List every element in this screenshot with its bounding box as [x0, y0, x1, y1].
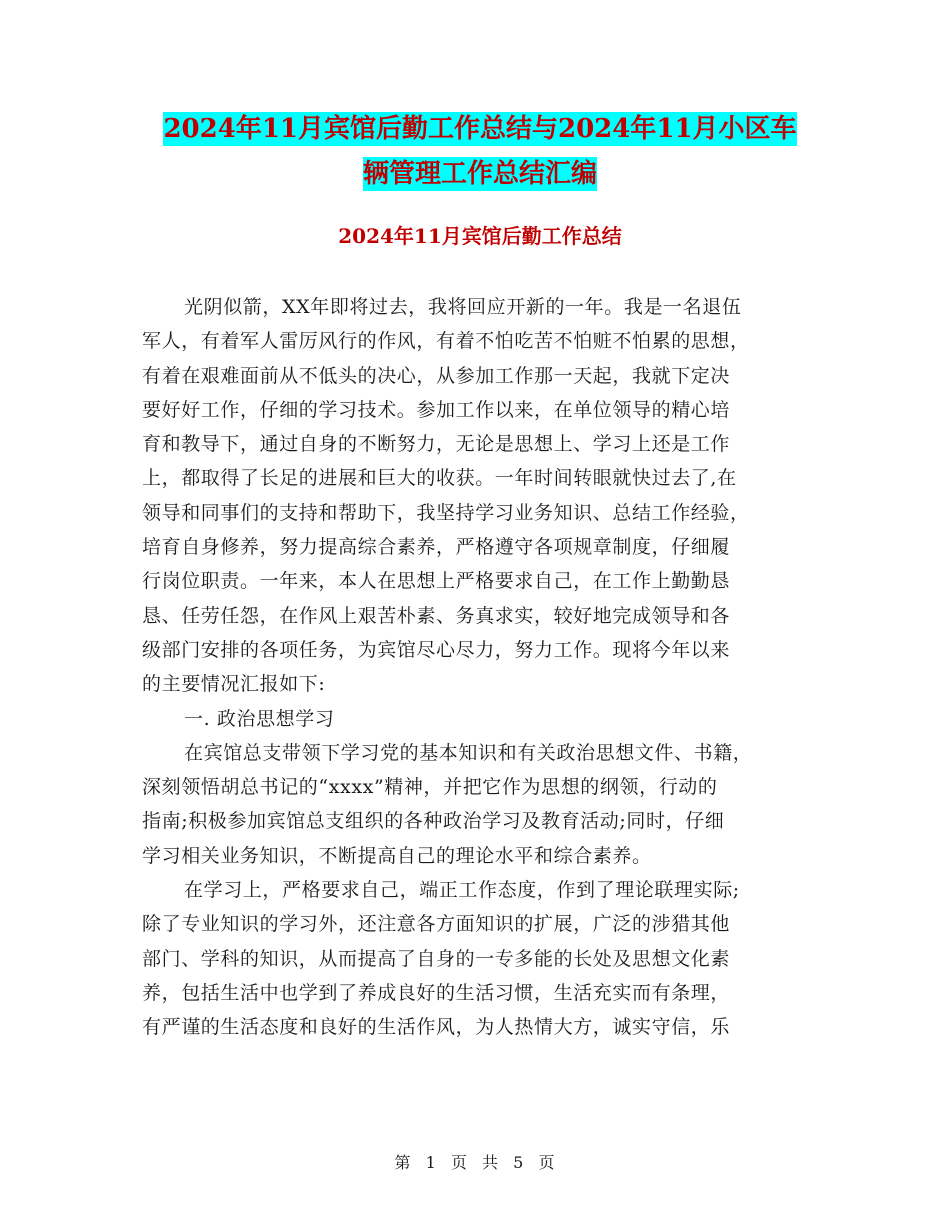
paragraph-line: 级部门安排的各项任务，为宾馆尽心尽力，努力工作。现将今年以来: [142, 638, 731, 661]
page-number-current: 1: [425, 1153, 437, 1172]
paragraph-line: 光阴似箭，XX年即将过去，我将回应开新的一年。我是一名退伍: [184, 296, 742, 318]
paragraph-line: 的主要情况汇报如下:: [142, 673, 326, 696]
paragraph-line: 在学习上，严格要求自己，端正工作态度，作到了理论联理实际;: [184, 879, 740, 902]
paragraph-line: 要好好工作，仔细的学习技术。参加工作以来，在单位领导的精心培: [142, 398, 731, 421]
page-number-total: 5: [513, 1153, 525, 1172]
paragraph-line: 深刻领悟胡总书记的“xxxx”精神，并把它作为思想的纲领，行动的: [142, 776, 718, 799]
paragraph-line: 养，包括生活中也学到了养成良好的生活习惯，生活充实而有条理，: [142, 981, 731, 1004]
section-title: 2024年11月宾馆后勤工作总结: [338, 224, 622, 248]
page-label-prefix: 第: [394, 1153, 412, 1172]
document-title: [140, 107, 820, 197]
page-label-total-prefix: 共: [482, 1153, 500, 1172]
paragraph-line: 有着在艰难面前从不低头的决心，从参加工作那一天起，我就下定决: [142, 364, 731, 387]
paragraph-line: 部门、学科的知识，从而提高了自身的一专多能的长处及思想文化素: [142, 947, 731, 970]
paragraph-line: 在宾馆总支带领下学习党的基本知识和有关政治思想文件、书籍，: [184, 741, 753, 764]
document-body: [142, 290, 802, 1045]
document-title-line-1: 2024年11月宾馆后勤工作总结与2024年11月小区车: [163, 114, 797, 144]
paragraph-line: 恳、任劳任怨，在作风上艰苦朴素、务真求实，较好地完成领导和各: [142, 604, 731, 627]
page-label-suffix: 页: [538, 1153, 556, 1172]
paragraph-line: 行岗位职责。一年来，本人在思想上严格要求自己，在工作上勤勤恳: [142, 570, 731, 593]
paragraph-line: 有严谨的生活态度和良好的生活作风，为人热情大方，诚实守信，乐: [142, 1016, 731, 1039]
paragraph-line: 指南;积极参加宾馆总支组织的各种政治学习及教育活动;同时，仔细: [142, 810, 725, 833]
paragraph-line: 育和教导下，通过自身的不断努力，无论是思想上、学习上还是工作: [142, 433, 731, 456]
document-title-line-2: 辆管理工作总结汇编: [362, 159, 597, 189]
paragraph-line: 学习相关业务知识，不断提高自己的理论水平和综合素养。: [142, 844, 652, 867]
paragraph-line: 军人，有着军人雷厉风行的作风，有着不怕吃苦不怕赃不怕累的思想，: [142, 330, 750, 353]
paragraph-line: 培育自身修养，努力提高综合素养，严格遵守各项规章制度，仔细履: [142, 536, 731, 559]
section-heading-line: 一. 政治思想学习: [184, 707, 335, 730]
page-footer: [0, 1150, 950, 1173]
page-label-mid: 页: [450, 1153, 468, 1172]
paragraph-line: 领导和同事们的支持和帮助下，我坚持学习业务知识、总结工作经验，: [142, 501, 750, 524]
paragraph-line: 上，都取得了长足的进展和巨大的收获。一年时间转眼就快过去了,在: [142, 467, 737, 490]
paragraph-line: 除了专业知识的学习外，还注意各方面知识的扩展，广泛的涉猎其他: [142, 913, 731, 936]
